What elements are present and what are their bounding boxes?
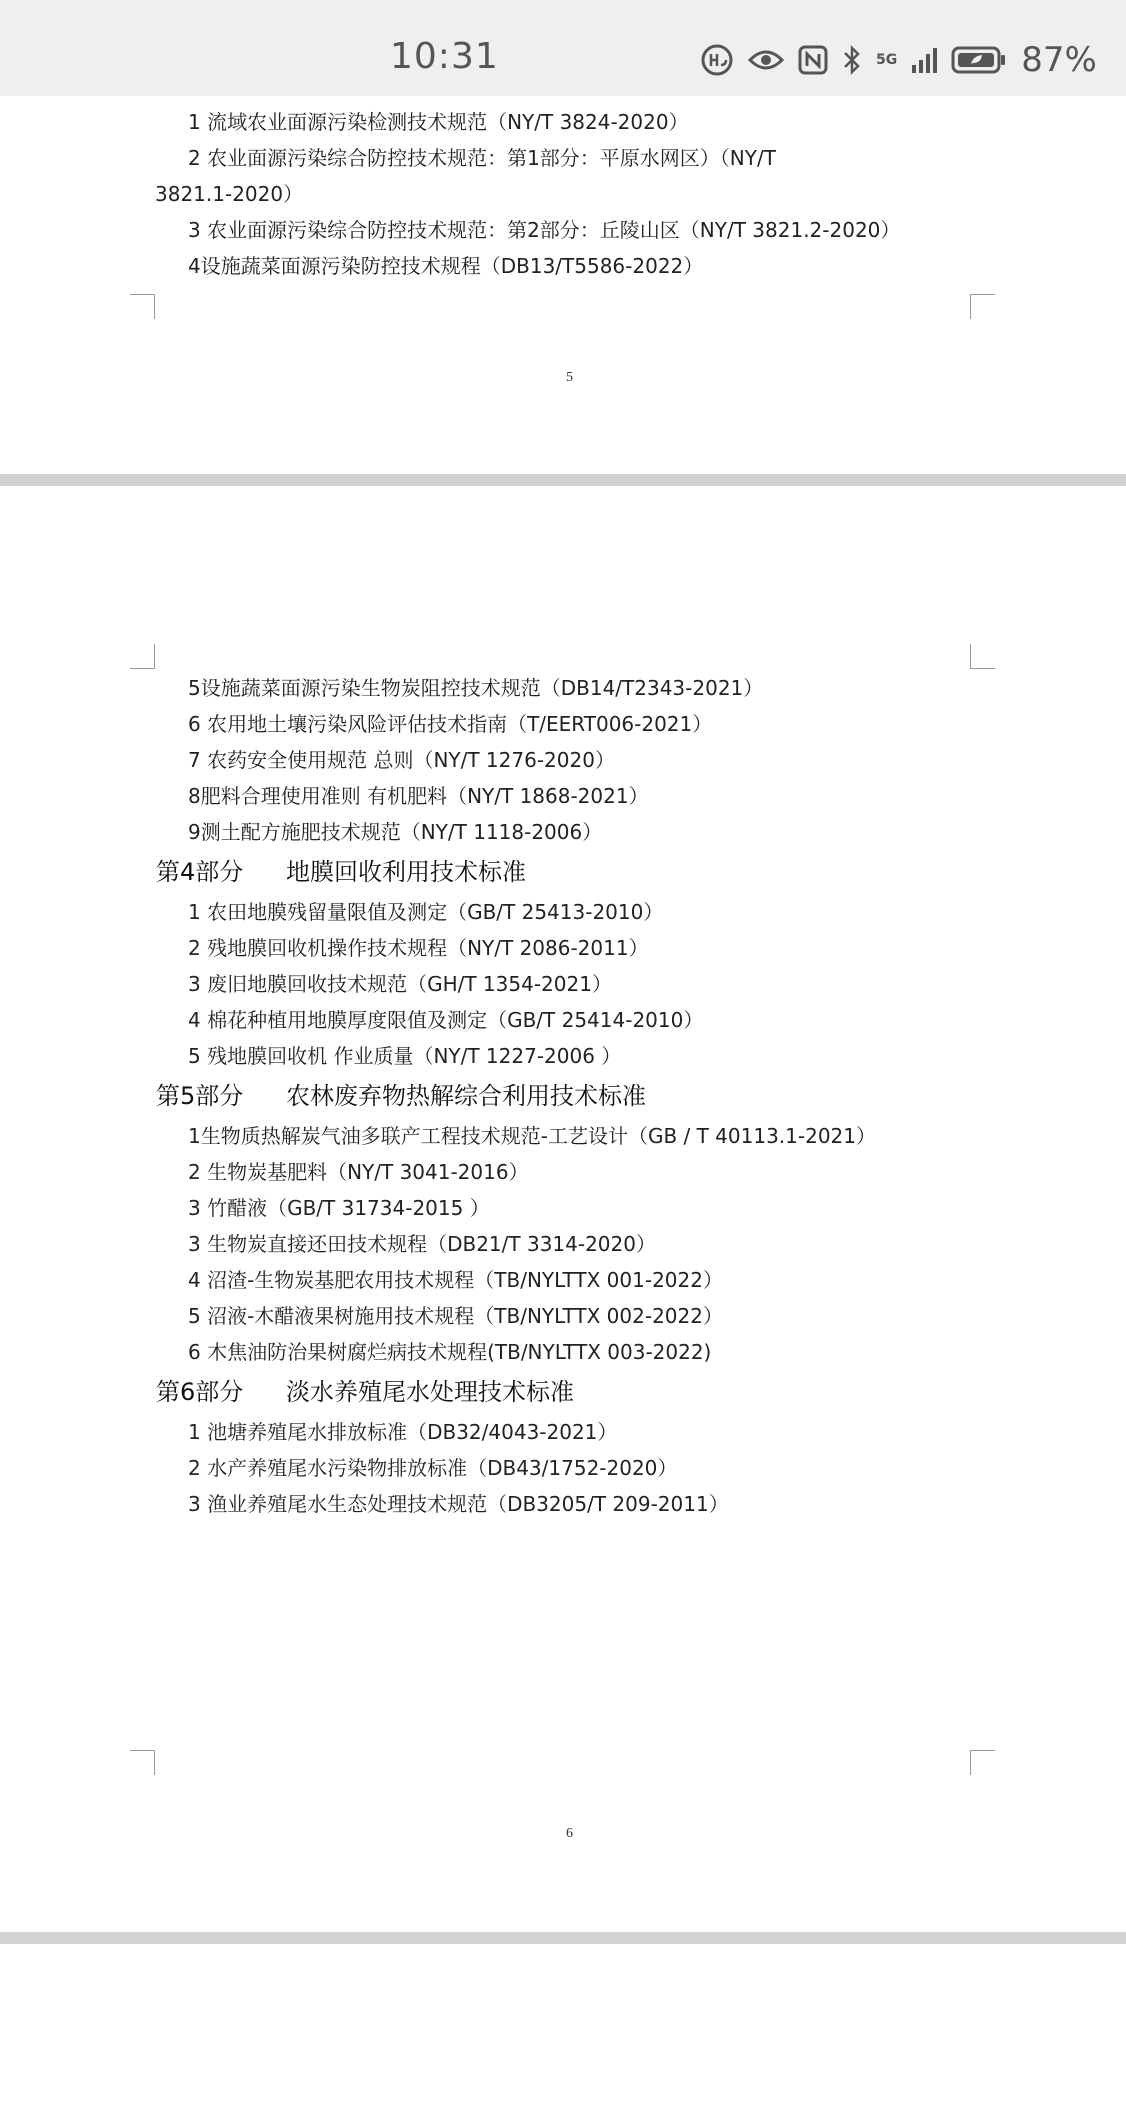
bluetooth-icon <box>842 44 862 76</box>
list-item: 2 农业面源污染综合防控技术规范：第1部分：平原水网区）（NY/T <box>188 146 776 170</box>
list-item: 3 渔业养殖尾水生态处理技术规范（DB3205/T 209-2011） <box>188 1492 729 1516</box>
hd-call-icon <box>700 43 734 77</box>
list-item: 9测土配方施肥技术规范（NY/T 1118-2006） <box>188 820 603 844</box>
section-title: 农林废弃物热解综合利用技术标准 <box>286 1082 646 1110</box>
eye-icon <box>748 47 784 73</box>
section-title: 淡水养殖尾水处理技术标准 <box>286 1378 574 1406</box>
section-title: 地膜回收利用技术标准 <box>286 858 526 886</box>
document-page-next <box>0 1944 1126 2108</box>
list-item: 2 生物炭基肥料（NY/T 3041-2016） <box>188 1160 529 1184</box>
list-item: 3 农业面源污染综合防控技术规范：第2部分：丘陵山区（NY/T 3821.2-2020） <box>188 218 901 242</box>
page-corner-mark <box>970 1750 995 1775</box>
section-number: 第5部分 <box>156 1082 244 1110</box>
list-item: 5设施蔬菜面源污染生物炭阻控技术规范（DB14/T2343-2021） <box>188 676 764 700</box>
list-item: 3 生物炭直接还田技术规程（DB21/T 3314-2020） <box>188 1232 656 1256</box>
page-corner-mark <box>970 294 995 319</box>
network-label: 5G <box>876 52 898 68</box>
list-item: 7 农药安全使用规范 总则（NY/T 1276-2020） <box>188 748 615 772</box>
page-number: 5 <box>566 370 573 385</box>
list-item: 4设施蔬菜面源污染防控技术规程（DB13/T5586-2022） <box>188 254 704 278</box>
list-item: 2 残地膜回收机操作技术规程（NY/T 2086-2011） <box>188 936 649 960</box>
list-item: 1 农田地膜残留量限值及测定（GB/T 25413-2010） <box>188 900 664 924</box>
status-bar <box>0 0 1126 96</box>
section-heading <box>156 1372 574 1407</box>
page-corner-mark <box>130 644 155 669</box>
page-separator <box>0 1932 1126 1944</box>
list-item: 3821.1-2020） <box>155 182 304 206</box>
list-item: 2 水产养殖尾水污染物排放标准（DB43/1752-2020） <box>188 1456 678 1480</box>
section-number: 第6部分 <box>156 1378 244 1406</box>
list-item: 3 废旧地膜回收技术规范（GH/T 1354-2021） <box>188 972 612 996</box>
section-heading <box>156 1076 646 1111</box>
page-number: 6 <box>566 1826 573 1841</box>
document-page-6 <box>0 486 1126 1932</box>
list-item: 1 流域农业面源污染检测技术规范（NY/T 3824-2020） <box>188 110 689 134</box>
status-time: 10:31 <box>390 36 499 77</box>
page-corner-mark <box>970 644 995 669</box>
list-item: 6 农用地土壤污染风险评估技术指南（T/EERT006-2021） <box>188 712 713 736</box>
list-item: 6 木焦油防治果树腐烂病技术规程(TB/NYLTTX 003-2022) <box>188 1340 712 1364</box>
list-item: 5 沼液-木醋液果树施用技术规程（TB/NYLTTX 002-2022） <box>188 1304 723 1328</box>
section-number: 第4部分 <box>156 858 244 886</box>
page-separator <box>0 474 1126 486</box>
status-icons <box>700 40 1097 80</box>
battery-icon <box>951 45 1007 75</box>
document-page-5 <box>0 96 1126 474</box>
list-item: 3 竹醋液（GB/T 31734-2015 ） <box>188 1196 490 1220</box>
list-item: 1生物质热解炭气油多联产工程技术规范-工艺设计（GB / T 40113.1-2021） <box>188 1124 877 1148</box>
list-item: 5 残地膜回收机 作业质量（NY/T 1227-2006 ） <box>188 1044 622 1068</box>
section-heading <box>156 852 526 887</box>
list-item: 8肥料合理使用准则 有机肥料（NY/T 1868-2021） <box>188 784 649 808</box>
nfc-icon <box>798 45 828 75</box>
list-item: 1 池塘养殖尾水排放标准（DB32/4043-2021） <box>188 1420 618 1444</box>
page-corner-mark <box>130 294 155 319</box>
list-item: 4 棉花种植用地膜厚度限值及测定（GB/T 25414-2010） <box>188 1008 704 1032</box>
battery-percent: 87% <box>1021 40 1097 80</box>
signal-icon <box>911 47 937 73</box>
page-corner-mark <box>130 1750 155 1775</box>
list-item: 4 沼渣-生物炭基肥农用技术规程（TB/NYLTTX 001-2022） <box>188 1268 723 1292</box>
